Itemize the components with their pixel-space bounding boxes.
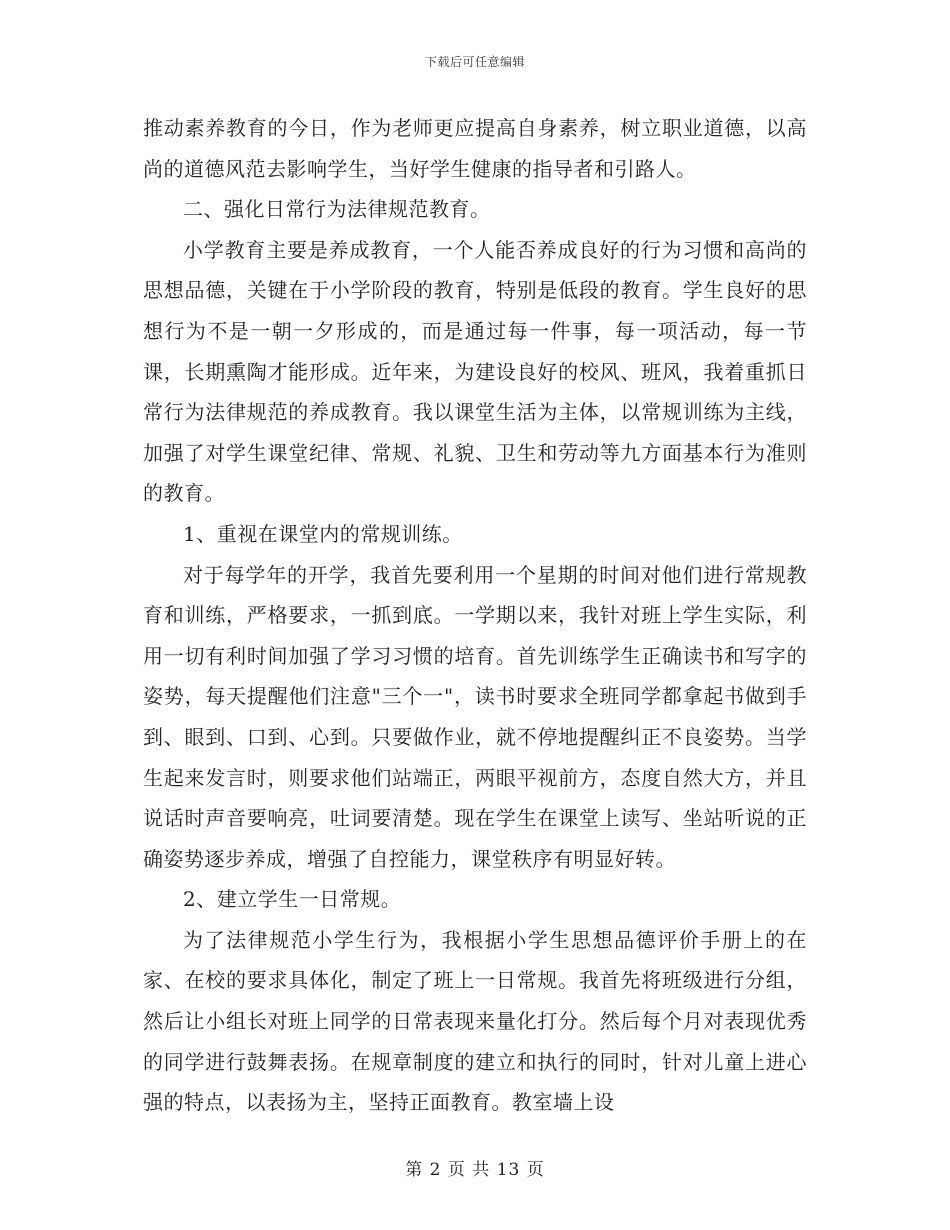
page-number: 第 2 页 共 13 页 (405, 1160, 545, 1180)
paragraph: 为了法律规范小学生行为，我根据小学生思想品德评价手册上的在家、在校的要求具体化，制定了班上一日常规。我首先将班级进行分组，然后让小组长对班上同学的日常表现来量化打分。然后每个月对表现优秀的同学进行鼓舞表扬。在规章制度的建立和执行的同时，针对儿童上进心强的特点，以表扬为主，坚持正面教育。教室墙上设 (143, 927, 807, 1115)
paragraph-continued: 推动素养教育的今日，作为老师更应提高自身素养，树立职业道德，以高尚的道德风范去影响学生，当好学生健康的指导者和引路人。 (143, 116, 807, 181)
paragraph: 对于每学年的开学，我首先要利用一个星期的时间对他们进行常规教育和训练，严格要求，一抓到底。一学期以来，我针对班上学生实际，利用一切有利时间加强了学习习惯的培育。首先训练学生正确读书和写字的姿势，每天提醒他们注意"三个一"，读书时要求全班同学都拿起书做到手到、眼到、口到、心到。只要做作业，就不停地提醒纠正不良姿势。当学生起来发言时，则要求他们站端正，两眼平视前方，态度自然大方，并且说话时声音要响亮，吐词要清楚。现在学生在课堂上读写、坐站听说的正确姿势逐步养成，增强了自控能力，课堂秩序有明显好转。 (143, 562, 807, 871)
header-note: 下载后可任意编辑 (424, 55, 525, 69)
document-body (143, 108, 807, 1123)
section-heading: 二、强化日常行为法律规范教育。 (183, 197, 491, 222)
paragraph: 小学教育主要是养成教育，一个人能否养成良好的行为习惯和高尚的思想品德，关键在于小学阶段的教育，特别是低段的教育。学生良好的思想行为不是一朝一夕形成的，而是通过每一件事，每一项活动，每一节课，长期熏陶才能形成。近年来，为建设良好的校风、班风，我着重抓日常行为法律规范的养成教育。我以课堂生活为主体，以常规训练为主线，加强了对学生课堂纪律、常规、礼貌、卫生和劳动等九方面基本行为准则的教育。 (143, 237, 807, 506)
subsection-heading: 2、建立学生一日常规。 (183, 887, 402, 912)
subsection-heading: 1、重视在课堂内的常规训练。 (183, 521, 463, 546)
